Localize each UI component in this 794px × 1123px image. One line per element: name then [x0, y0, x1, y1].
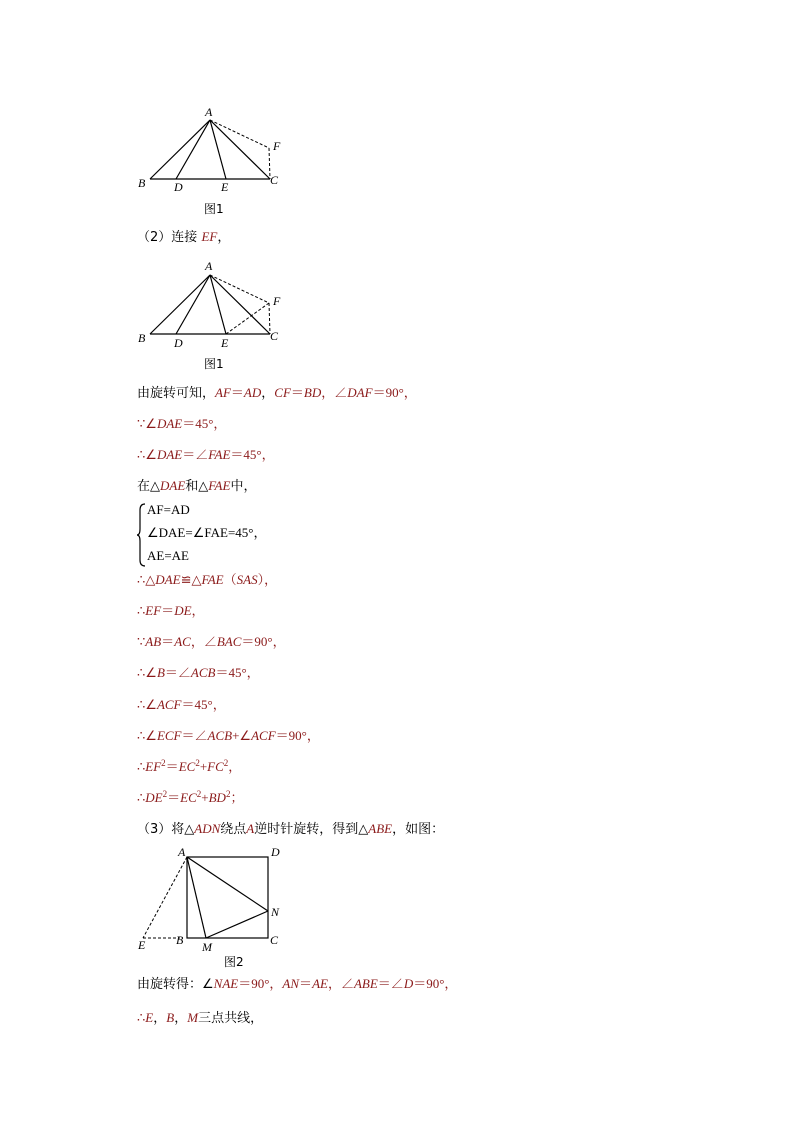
- equation-system: [137, 502, 337, 568]
- part-number: （2）: [137, 230, 172, 245]
- proof-step-7: ∵AB＝AC，∠BAC＝90°，: [137, 634, 286, 649]
- proof-step-11: $\therefore EF^2=EC^2+FC^2$，: [137, 758, 242, 774]
- proof-step-5: ∴△DAE≌△FAE（SAS），: [137, 572, 278, 587]
- point-label-c: C: [270, 329, 279, 343]
- point-label-a: A: [205, 259, 213, 273]
- point-label-e: E: [221, 336, 229, 350]
- system-row-2: ∠DAE=∠FAE=45°，: [147, 525, 267, 540]
- point-label-d: D: [271, 845, 280, 859]
- point-label-b: B: [138, 331, 146, 345]
- point-label-b: B: [138, 176, 146, 190]
- figure-caption: 图1: [204, 357, 224, 371]
- figure-2-square: [130, 840, 300, 970]
- figure-1-triangle-with-ef: [130, 255, 300, 380]
- point-label-b: B: [176, 933, 184, 947]
- proof-step-10: ∴∠ECF＝∠ACB+∠ACF＝90°，: [137, 728, 320, 743]
- part-3-heading: （3）将△ADN绕点A逆时针旋转，得到△ABE，如图：: [137, 821, 445, 837]
- proof-step-12: $\therefore DE^2=EC^2+BD^2$；: [137, 789, 244, 805]
- system-row-3: AE=AE: [147, 548, 189, 563]
- point-label-a: A: [205, 105, 213, 119]
- proof-step-14: ∴E，B，M三点共线，: [137, 1010, 264, 1026]
- part-text: 连接: [171, 230, 198, 245]
- proof-step-13: 由旋转得：∠NAE＝90°，AN＝AE，∠ABE＝∠D＝90°，: [137, 976, 458, 992]
- point-label-c: C: [270, 173, 279, 187]
- point-label-d: D: [174, 180, 183, 194]
- figure-1-triangle: [130, 100, 300, 225]
- part-2-heading: [137, 228, 230, 247]
- proof-step-4: 在△DAE和△FAE中，: [137, 478, 257, 494]
- left-brace: [137, 502, 147, 568]
- point-label-c: C: [270, 933, 279, 947]
- figure-caption: 图1: [204, 202, 224, 216]
- point-label-d: D: [174, 336, 183, 350]
- point-label-m: M: [202, 940, 212, 954]
- proof-step-8: ∴∠B＝∠ACB＝45°，: [137, 665, 260, 680]
- proof-step-1: 由旋转可知，AF＝AD，CF＝BD，∠DAF＝90°，: [137, 385, 417, 401]
- proof-step-9: ∴∠ACF＝45°，: [137, 697, 226, 712]
- proof-step-6: ∴EF＝DE，: [137, 603, 205, 618]
- point-label-e: E: [138, 938, 146, 952]
- proof-step-3: ∴∠DAE＝∠FAE＝45°，: [137, 447, 275, 462]
- segment-ef: EF: [201, 229, 218, 244]
- point-label-f: F: [273, 139, 281, 153]
- system-row-1: AF=AD: [147, 502, 190, 517]
- point-label-f: F: [273, 294, 281, 308]
- punct: ，: [217, 230, 231, 245]
- proof-step-2: ∵∠DAE＝45°，: [137, 416, 227, 431]
- figure-caption: 图2: [224, 955, 244, 969]
- point-label-n: N: [271, 905, 280, 919]
- point-label-e: E: [221, 180, 229, 194]
- point-label-a: A: [178, 845, 186, 859]
